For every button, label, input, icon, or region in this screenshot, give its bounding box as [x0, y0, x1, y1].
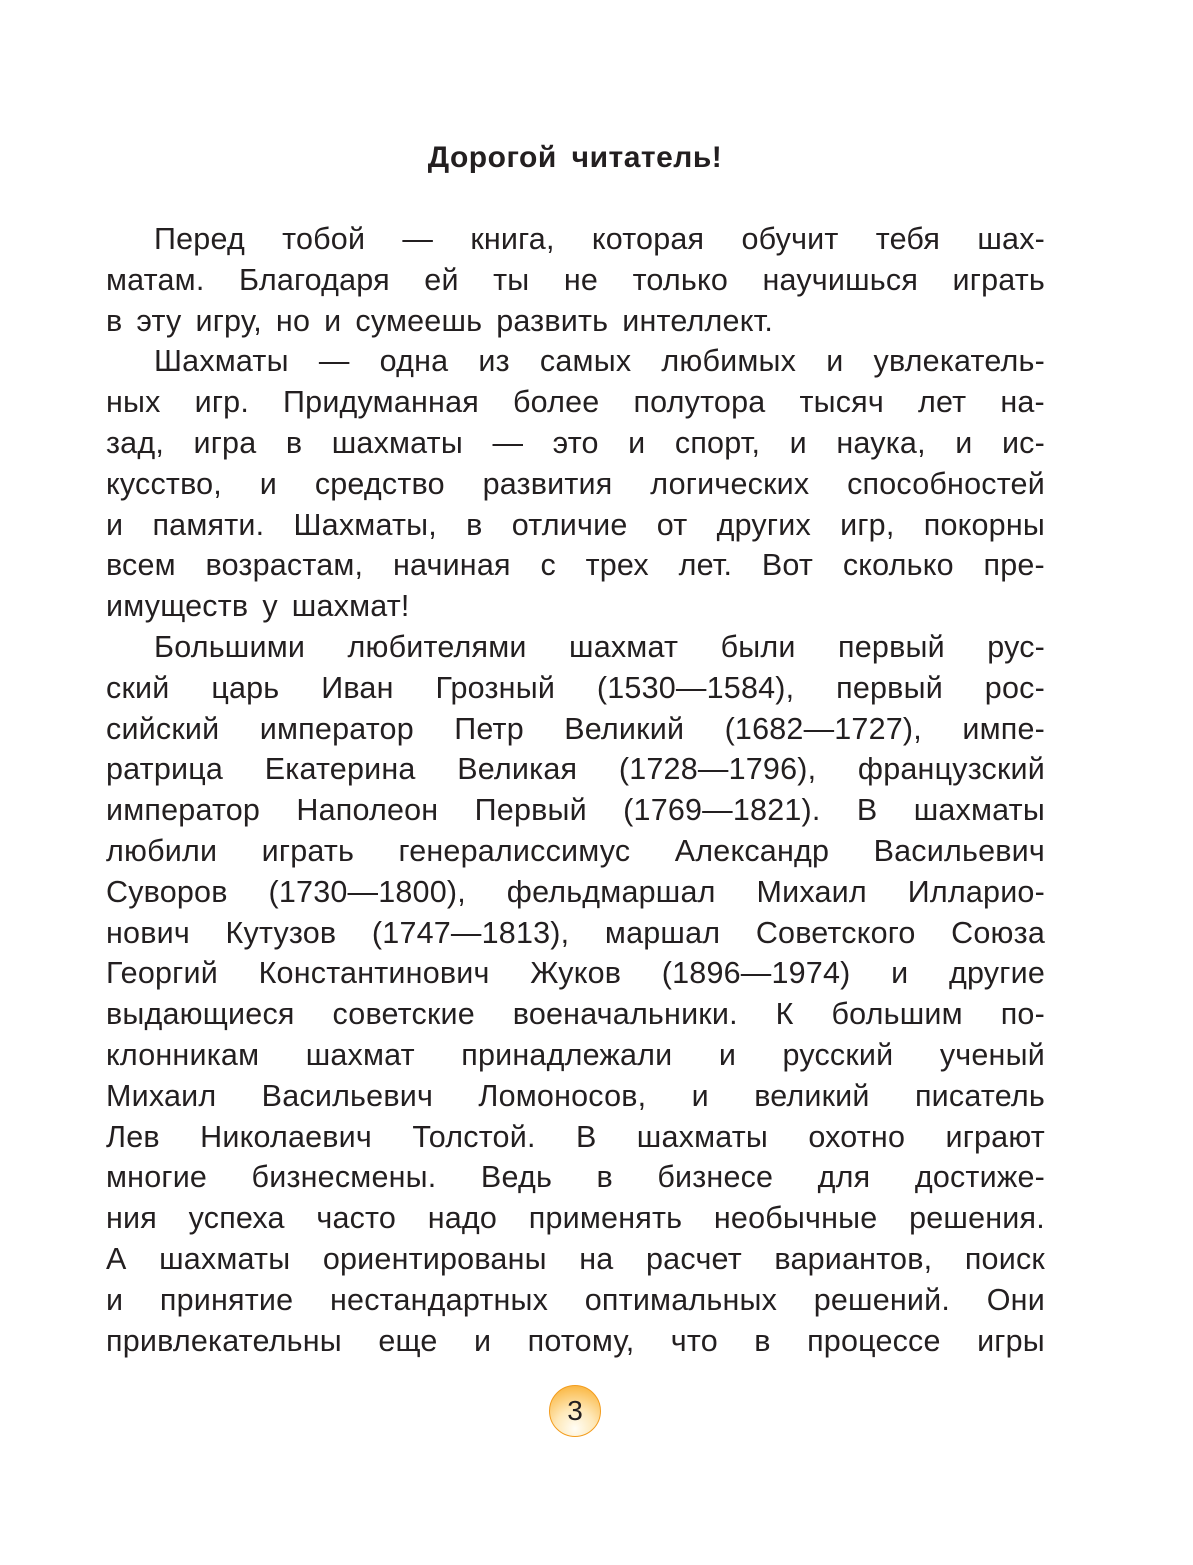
- text-line: любили играть генералиссимус Александр Васильевич: [106, 833, 1045, 868]
- page-number: 3: [567, 1395, 583, 1426]
- text-line: Георгий Константинович Жуков (1896—1974) и другие: [106, 956, 1045, 991]
- text-line: Михаил Васильевич Ломоносов, и великий писатель: [106, 1078, 1045, 1113]
- body-text: [106, 219, 1045, 1361]
- text-line: привлекательны еще и потому, что в процессе игры: [106, 1323, 1045, 1358]
- text-line: А шахматы ориентированы на расчет вариантов, поиск: [106, 1241, 1045, 1276]
- text-line: имуществ у шахмат!: [106, 589, 410, 624]
- text-line: Лев Николаевич Толстой. В шахматы охотно играют: [106, 1119, 1045, 1154]
- text-line: сийский император Петр Великий (1682—1727), импе-: [106, 711, 1045, 746]
- page-number-badge: [549, 1385, 601, 1437]
- text-line: и принятие нестандартных оптимальных решений. Они: [106, 1282, 1045, 1317]
- text-line: и памяти. Шахматы, в отличие от других игр, покорны: [106, 507, 1045, 542]
- text-line: Большими любителями шахмат были первый рус-: [154, 629, 1045, 664]
- text-line: ных игр. Придуманная более полутора тысяч лет на-: [106, 385, 1045, 420]
- text-line: матам. Благодаря ей ты не только научишься играть: [106, 262, 1045, 297]
- text-line: зад, игра в шахматы — это и спорт, и наука, и ис-: [106, 425, 1045, 460]
- text-line: выдающиеся советские военачальники. К большим по-: [106, 997, 1045, 1032]
- text-line: ния успеха часто надо применять необычные решения.: [106, 1201, 1045, 1236]
- text-line: Суворов (1730—1800), фельдмаршал Михаил Илларио-: [106, 874, 1045, 909]
- text-line: Перед тобой — книга, которая обучит тебя шах-: [154, 222, 1045, 256]
- text-line: всем возрастам, начиная с трех лет. Вот сколько пре-: [106, 548, 1045, 583]
- text-line: ский царь Иван Грозный (1530—1584), первый рос-: [106, 670, 1045, 705]
- text-line: ратрица Екатерина Великая (1728—1796), французский: [106, 752, 1045, 787]
- text-line: Шахматы — одна из самых любимых и увлекатель-: [154, 344, 1045, 379]
- page-title: Дорогой читатель!: [427, 141, 723, 174]
- text-line: нович Кутузов (1747—1813), маршал Советского Союза: [106, 915, 1045, 950]
- text-line: в эту игру, но и сумеешь развить интеллект.: [106, 303, 774, 338]
- text-line: кусство, и средство развития логических способностей: [106, 466, 1045, 501]
- text-line: многие бизнесмены. Ведь в бизнесе для достиже-: [106, 1160, 1045, 1195]
- text-line: клонникам шахмат принадлежали и русский ученый: [106, 1037, 1045, 1072]
- text-line: император Наполеон Первый (1769—1821). В шахматы: [106, 793, 1045, 828]
